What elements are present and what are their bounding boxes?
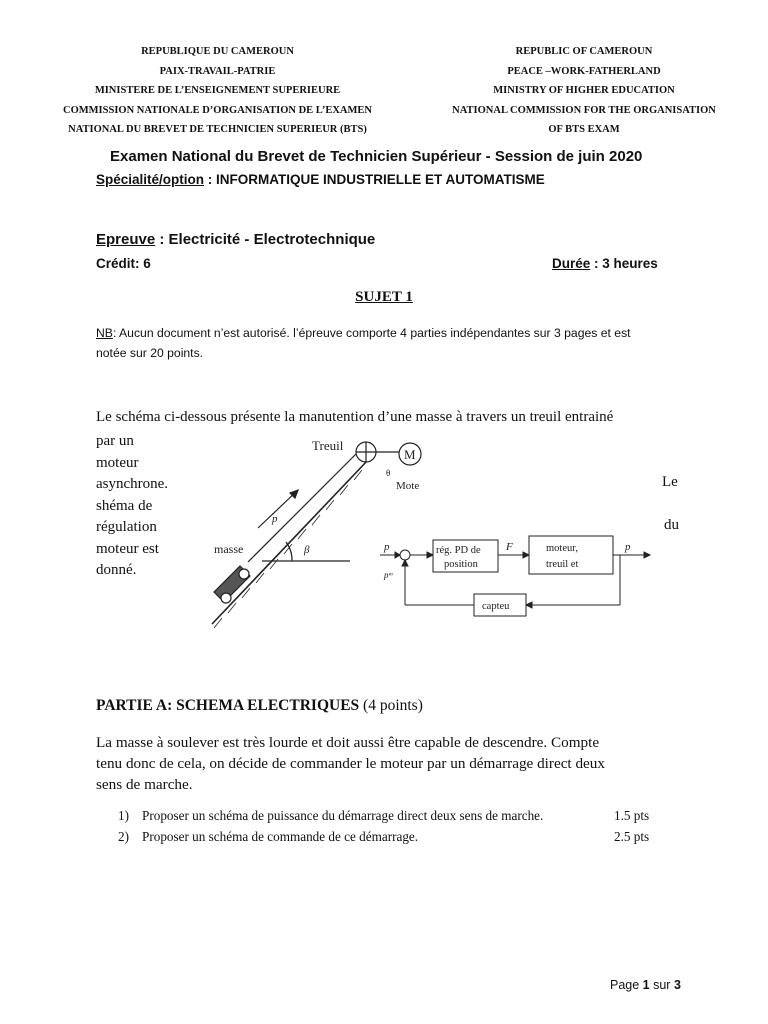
feedback-label: pᵐ [384,570,393,580]
block-diagram [378,530,653,625]
epreuve-line [96,231,375,248]
intro-le-word: Le [662,474,678,490]
sur-word: sur [649,978,674,992]
header-right-line: PEACE –WORK-FATHERLAND [507,65,661,77]
question-points: 2.5 pts [614,829,650,844]
specialite-label: Spécialité/option [96,172,205,187]
specialite-value: INFORMATIQUE INDUSTRIELLE ET AUTOMATISME [216,172,545,187]
specialite-line [96,172,545,187]
summing-junction [400,550,410,560]
masse-label: masse [214,542,244,556]
regulator-label-2: position [444,559,478,570]
intro-column-line: shéma de [96,497,153,514]
question-2 [0,829,768,847]
epreuve-label: Epreuve [96,231,156,248]
paragraph-line: tenu donc de cela, on décide de commander le moteur par un démarrage direct deux [96,755,605,772]
paragraph-line: La masse à soulever est très lourde et doit aussi être capable de descendre. Compte [96,734,600,751]
partie-a-heading [96,697,423,715]
output-label: p [625,541,631,553]
intro-column-line: régulation [96,519,157,535]
treuil-label: Treuil [312,438,344,453]
partie-a-title: PARTIE A: SCHEMA ELECTRIQUES [96,697,360,714]
sujet-title: SUJET 1 [355,289,413,305]
intro-column-line: par un [96,433,134,449]
duree-value: 3 heures [602,256,658,271]
motor-label: M [404,447,416,462]
question-points: 1.5 pts [614,808,650,823]
header-left-line: REPUBLIQUE DU CAMEROUN [141,46,294,57]
credit-line: Crédit: 6 [96,256,151,271]
mote-label: Mote [396,480,420,492]
theta-label: θ [386,468,391,478]
header-left-line: MINISTERE DE L’ENSEIGNEMENT SUPERIEURE [94,85,341,97]
input-label: p [384,541,390,553]
question-text: Proposer un schéma de commande de ce démarrage. [142,829,419,844]
intro-column-line: moteur [96,454,139,471]
header-left-line: COMMISSION NATIONALE D’ORGANISATION DE L’EXAMEN [62,104,372,116]
page-total: 3 [673,978,681,992]
nb-label: NB [96,326,113,340]
specialite-sep: : [204,172,217,187]
force-label: F [506,541,513,553]
intro-column-line: moteur est [96,540,159,557]
intro-column [96,431,168,582]
header-left [40,42,395,140]
mass-wheel [221,593,231,603]
motor-block-label-2: treuil et [546,559,579,570]
intro-column-line: asynchrone. [96,476,169,492]
header-left-line: NATIONAL DU BREVET DE TECHNICIEN SUPERIEUR (BTS) [68,124,367,136]
header-right-line: NATIONAL COMMISSION FOR THE ORGANISATION [452,104,716,116]
header-right-line: REPUBLIC OF CAMEROUN [515,46,653,57]
sensor-label: capteu [482,601,510,612]
nb-line2: notée sur 20 points. [96,346,204,360]
header-right [428,42,740,140]
partie-a-points: (4 points) [359,697,423,714]
exam-title: Examen National du Brevet de Technicien Supérieur - Session de juin 2020 [110,148,643,165]
p-label: p [272,513,278,525]
intro-column-line: donné. [96,562,137,578]
motor-block-label: moteur, [546,543,578,554]
epreuve-sep: : [155,231,169,248]
regulator-label: rég. PD de [436,545,481,556]
epreuve-value: Electricité - Electrotechnique [168,231,376,248]
header-left-line: PAIX-TRAVAIL-PATRIE [159,65,276,77]
nb-note [96,323,676,363]
page-footer [610,978,681,992]
paragraph-line: sens de marche. [96,776,193,793]
page-word: Page [610,978,643,992]
page-number: 1 [642,978,650,992]
duree-label: Durée [552,256,591,271]
nb-line1: : Aucun document n’est autorisé. l’épreuve comporte 4 parties indépendantes sur 3 pages et est [112,326,631,340]
mass-wheel [239,569,249,579]
duree-sep: : [590,256,603,271]
intro-line: Le schéma ci-dessous présente la manutention d’une masse à travers un treuil entrainé [96,409,614,425]
header-right-line: MINISTRY OF HIGHER EDUCATION [493,85,675,97]
duree-line [552,256,658,271]
question-number: 1) [118,808,129,823]
partie-a-paragraph [96,732,686,795]
question-1 [0,808,768,826]
question-number: 2) [118,829,129,844]
question-text: Proposer un schéma de puissance du démarrage direct deux sens de marche. [142,808,544,823]
header-right-line: OF BTS EXAM [548,124,620,136]
beta-label: β [304,544,310,556]
intro-du-word: du [664,517,679,533]
